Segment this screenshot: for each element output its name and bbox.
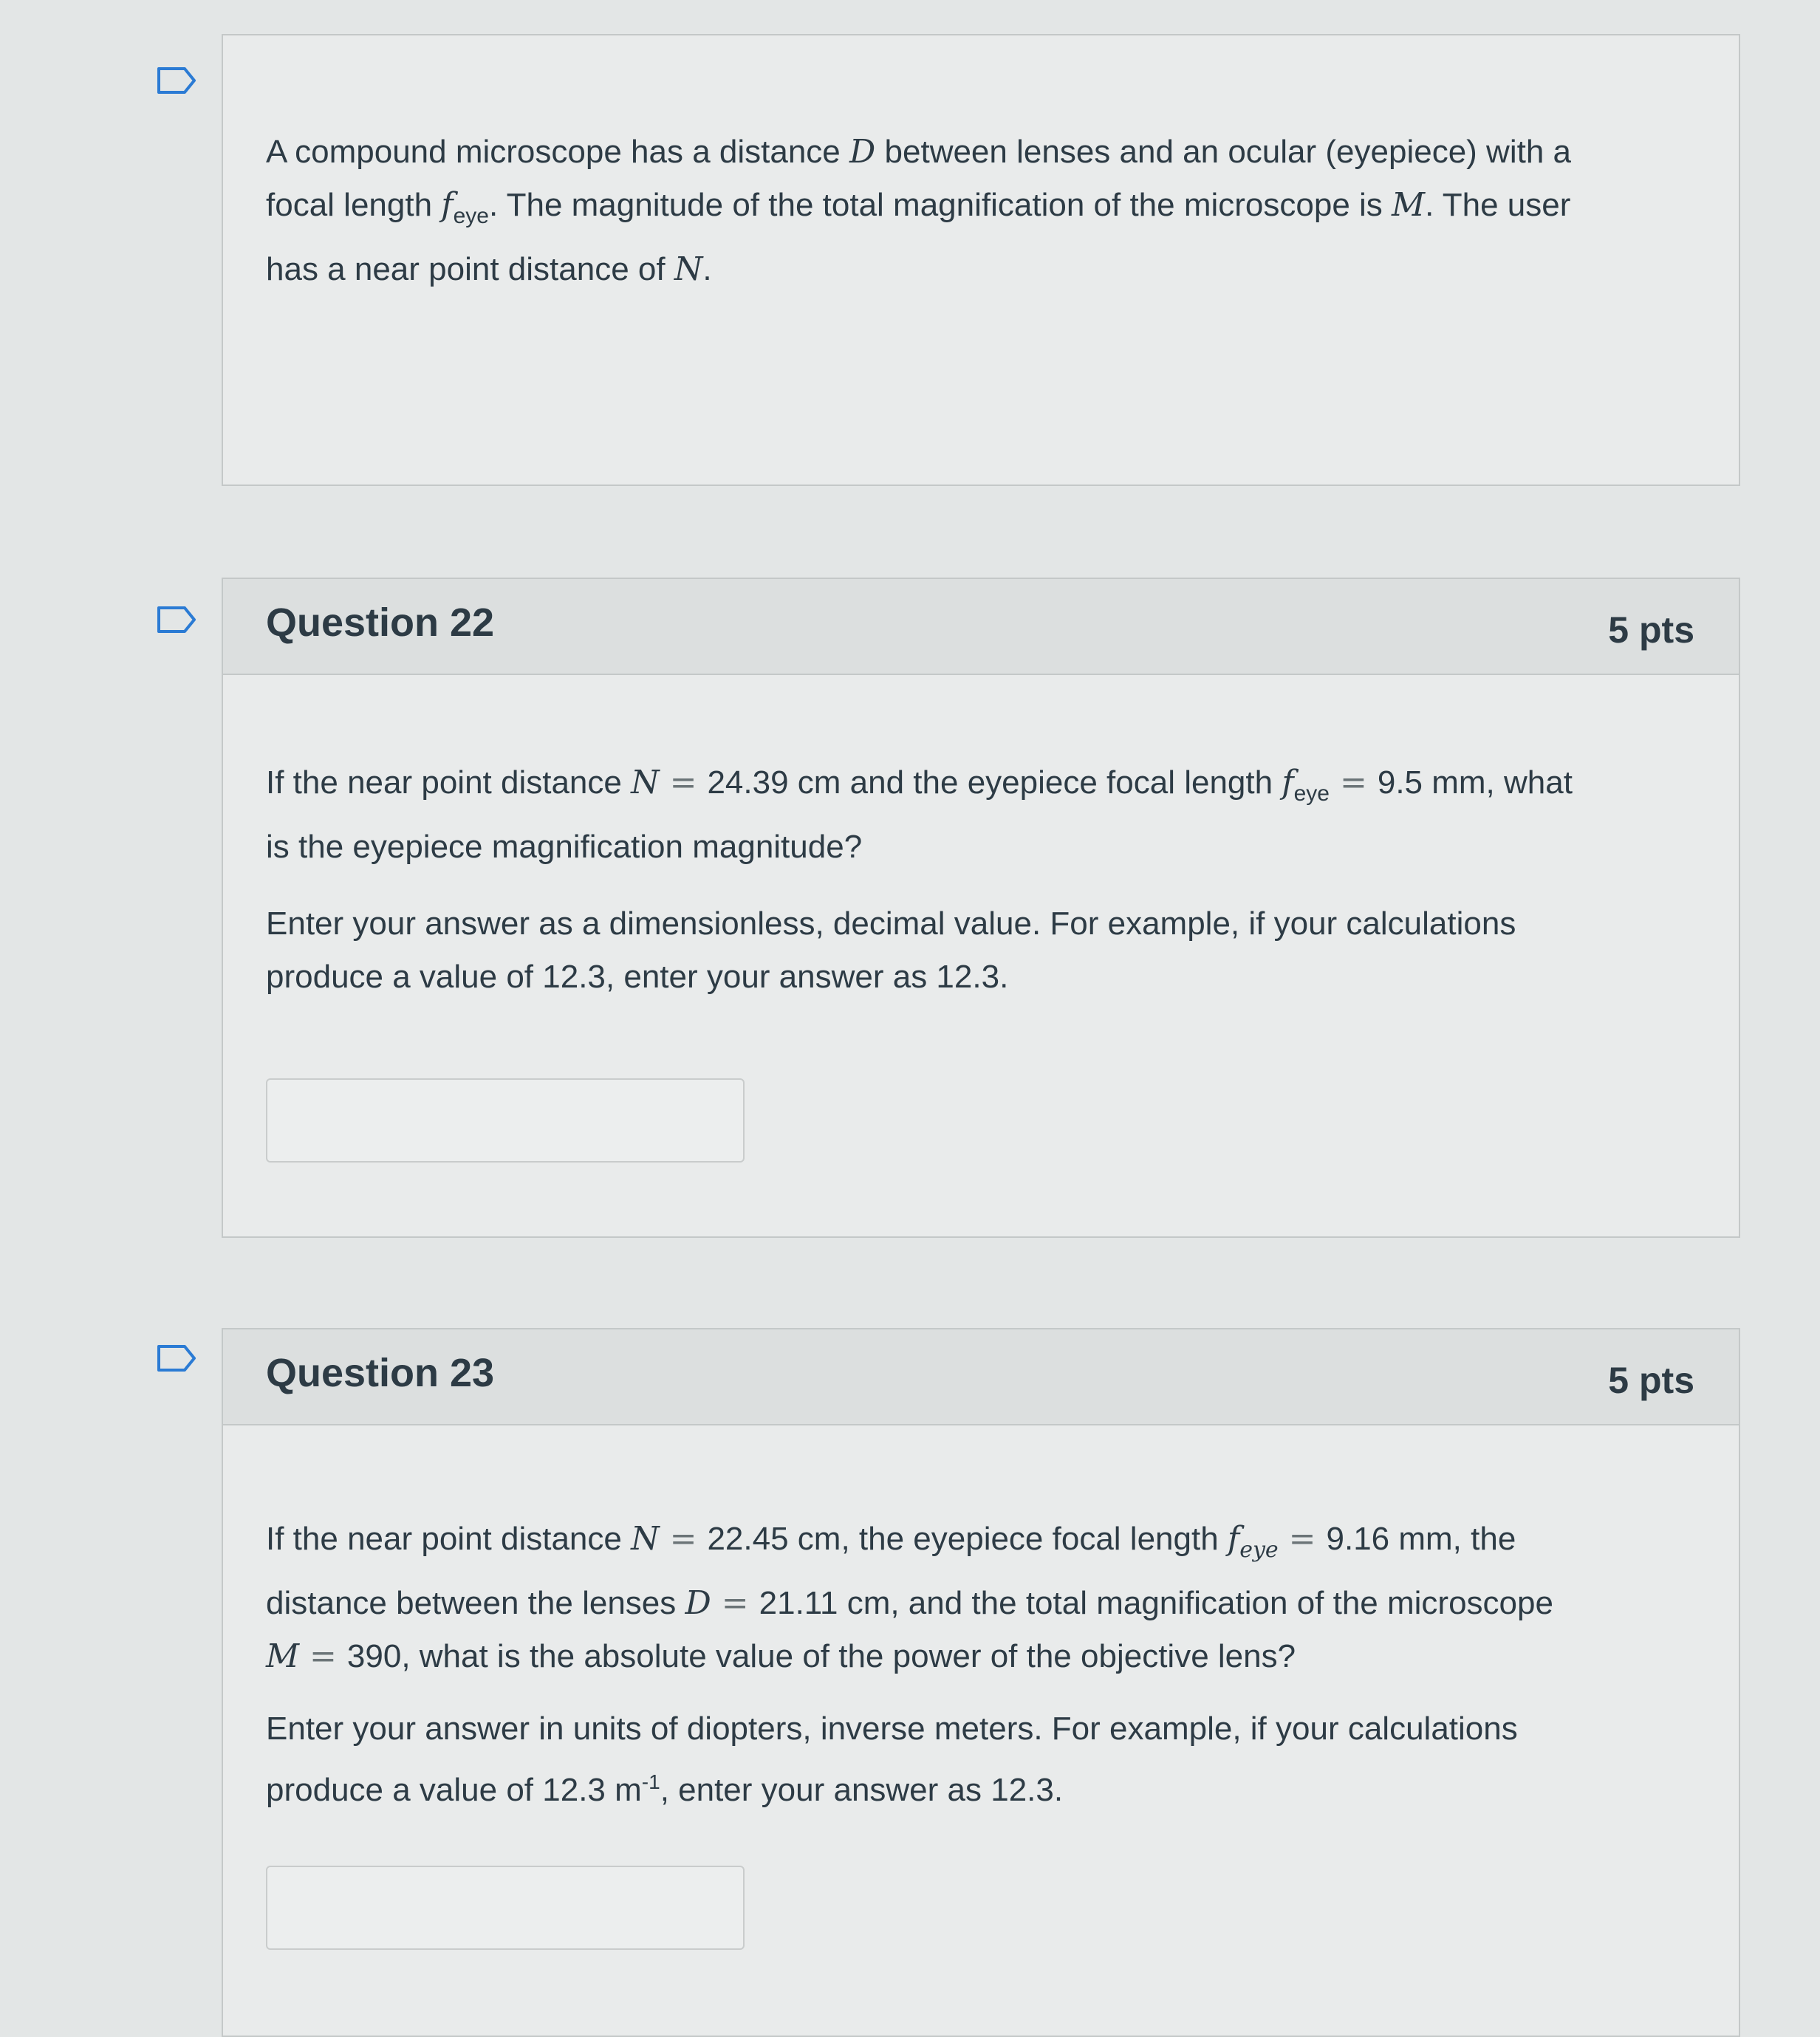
equals-sign: = (659, 764, 708, 801)
question-title: Question 22 (266, 600, 495, 645)
instruction-text: , enter your answer as 12.3. (660, 1772, 1064, 1808)
equals-sign: = (1330, 764, 1378, 801)
q23-prompt-line-3 (266, 1630, 1694, 1683)
question-stem-text (223, 35, 1739, 296)
question-title: Question 23 (266, 1351, 495, 1395)
stem-line-1 (266, 126, 1694, 179)
stem-text: A compound microscope has a distance (266, 134, 850, 170)
q23-answer-input[interactable] (266, 1866, 745, 1950)
q22-prompt-line-1 (266, 756, 1694, 821)
question-points: 5 pts (1608, 1360, 1694, 1401)
question-23-card (222, 1328, 1740, 2037)
equals-sign: = (1278, 1520, 1327, 1558)
var-n: N (631, 764, 660, 801)
question-stem-card (222, 34, 1740, 486)
stem-text: between lenses and an ocular (eyepiece) with a (875, 134, 1571, 170)
instruction-text: produce a value of 12.3 m (266, 1772, 642, 1808)
stem-text: . The magnitude of the total magnification of the microscope is (488, 187, 1392, 223)
var-d: D (849, 133, 876, 171)
subscript-eye: eye (1239, 1537, 1279, 1563)
prompt-text: 22.45 cm, the eyepiece focal length (707, 1521, 1228, 1557)
flag-icon[interactable] (157, 606, 196, 634)
q22-answer-input[interactable] (266, 1078, 745, 1163)
var-f: f (1282, 764, 1294, 801)
stem-line-3 (266, 243, 1694, 296)
question-22-card (222, 578, 1740, 1238)
var-f: f (1227, 1520, 1240, 1558)
stem-text: has a near point distance of (266, 251, 674, 287)
var-m: M (266, 1637, 300, 1675)
stem-text: . The user (1425, 187, 1571, 223)
prompt-text: If the near point distance (266, 764, 632, 801)
equals-sign: = (711, 1584, 759, 1622)
superscript-exponent: -1 (641, 1770, 660, 1793)
q23-instructions-line-1: Enter your answer in units of diopters, inverse meters. For example, if your calculations (266, 1711, 1518, 1747)
flag-icon[interactable] (157, 66, 196, 95)
question-23-body (223, 1425, 1739, 1817)
prompt-text: 390, what is the absolute value of the power of the objective lens? (346, 1638, 1296, 1674)
question-23-header (223, 1329, 1739, 1425)
q22-instructions-line-1: Enter your answer as a dimensionless, decimal value. For example, if your calculations (266, 905, 1516, 942)
equals-sign: = (659, 1520, 708, 1558)
prompt-text: 9.5 mm, what (1377, 764, 1573, 801)
var-n: N (631, 1520, 660, 1558)
q23-prompt-line-2 (266, 1577, 1694, 1630)
q23-instructions-line-2 (266, 1756, 1694, 1817)
question-22-header (223, 579, 1739, 675)
prompt-text: If the near point distance (266, 1521, 632, 1557)
flag-icon[interactable] (157, 1344, 196, 1372)
stem-text: focal length (266, 187, 442, 223)
q22-instructions-line-2: produce a value of 12.3, enter your answer as 12.3. (266, 959, 1009, 995)
q23-prompt-line-1 (266, 1513, 1694, 1577)
prompt-text: distance between the lenses (266, 1585, 685, 1621)
question-points: 5 pts (1608, 609, 1694, 651)
equals-sign: = (299, 1637, 347, 1675)
var-d: D (685, 1584, 711, 1622)
prompt-text: 9.16 mm, the (1326, 1521, 1516, 1557)
question-22-body (223, 675, 1739, 1004)
prompt-text: 24.39 cm and the eyepiece focal length (707, 764, 1282, 801)
q22-prompt-line-2: is the eyepiece magnification magnitude? (266, 829, 863, 865)
var-n: N (674, 250, 703, 288)
var-f: f (441, 186, 454, 224)
subscript-eye: eye (453, 204, 489, 228)
stem-text: . (702, 251, 712, 287)
prompt-text: 21.11 cm, and the total magnification of the microscope (759, 1585, 1553, 1621)
subscript-eye: eye (1293, 781, 1330, 806)
stem-line-2 (266, 179, 1694, 243)
var-m: M (1392, 186, 1426, 224)
